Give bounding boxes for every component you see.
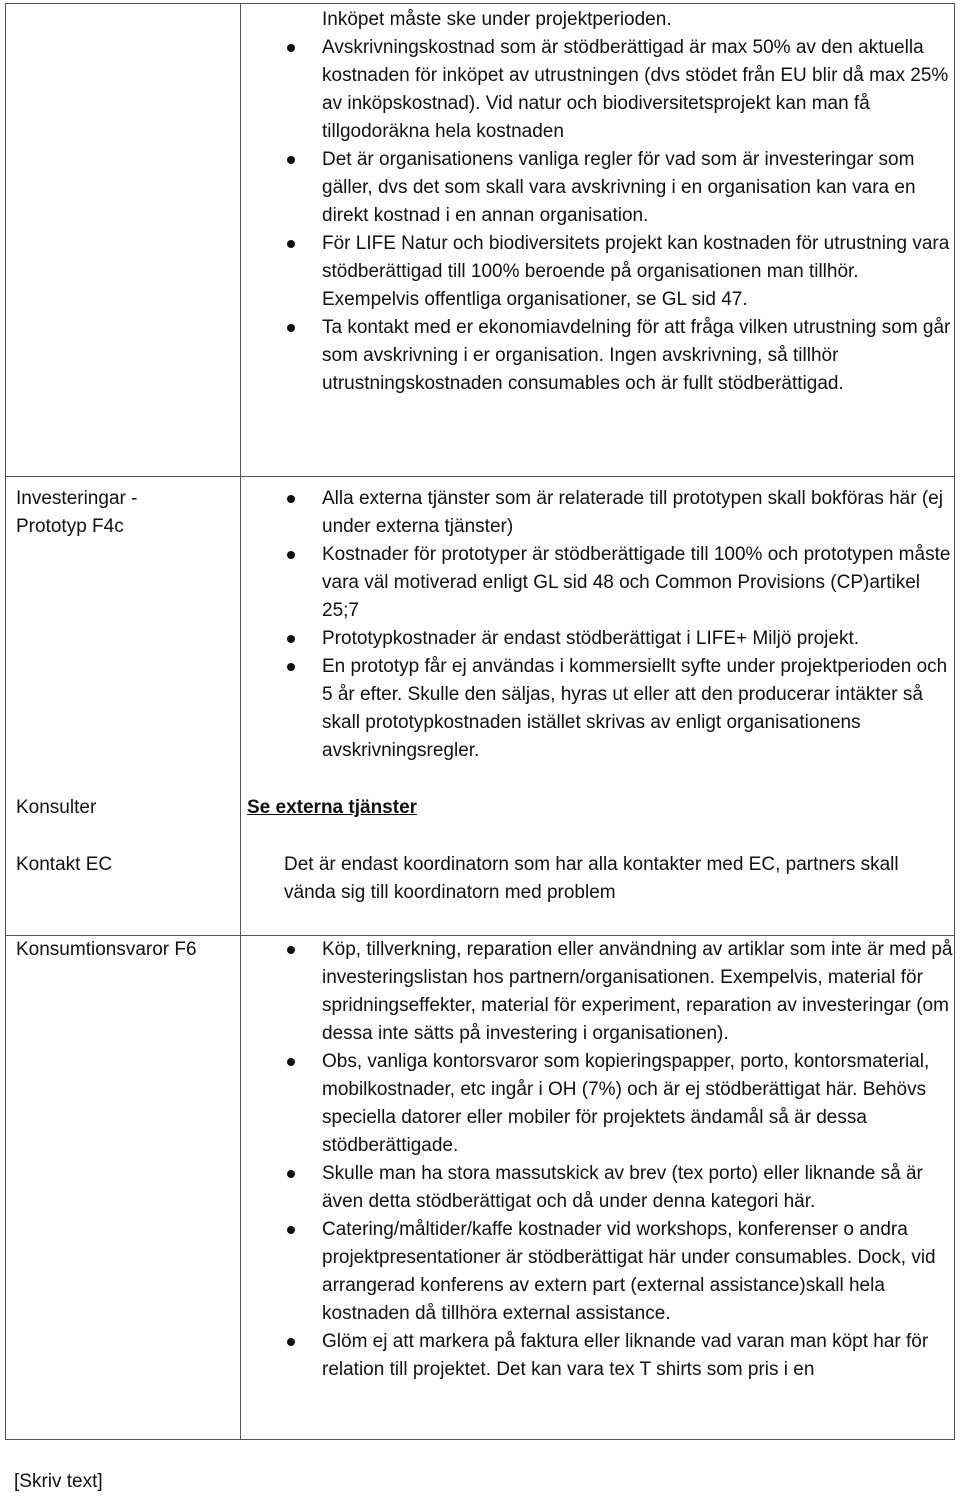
row-label-contact-ec: Kontakt EC — [16, 854, 113, 875]
list-item: Inköpet måste ske under projektperioden. — [322, 9, 672, 30]
row-divider — [6, 476, 954, 477]
equipment-rules-list — [322, 6, 954, 398]
cost-category-table — [5, 3, 955, 1440]
column-divider — [240, 4, 241, 1439]
row-label-consultants: Konsulter — [16, 797, 97, 818]
list-item: Glöm ej att markera på faktura eller liknande vad varan man köpt har för relation till projektet. Det kan vara tex T shirts som pris i en — [322, 1328, 954, 1384]
row-label-consumables: Konsumtionsvaror F6 — [16, 939, 197, 960]
see-external-services-link[interactable]: Se externa tjänster — [247, 797, 418, 818]
list-item: Skulle man ha stora massutskick av brev (tex porto) eller liknande så är även detta stödberättigat och då under denna kategori här. — [322, 1160, 954, 1216]
contact-ec-text: Det är endast koordinatorn som har alla kontakter med EC, partners skall vända sig till koordinatorn med problem — [284, 854, 899, 903]
list-item: Det är organisationens vanliga regler för vad som är investeringar som gäller, dvs det som skall vara avskrivning i en organisation kan vara en direkt kostnad i en annan organisation. — [322, 146, 954, 230]
list-item: Ta kontakt med er ekonomiavdelning för att fråga vilken utrustning som går som avskrivning i er organisation. Ingen avskrivning, så tillhör utrustningskostnaden consumables och är fullt stödberättigad. — [322, 314, 954, 398]
list-item: Alla externa tjänster som är relaterade till prototypen skall bokföras här (ej under externa tjänster) — [322, 485, 954, 541]
list-item: Prototypkostnader är endast stödberättigat i LIFE+ Miljö projekt. — [322, 625, 954, 653]
list-item: För LIFE Natur och biodiversitets projekt kan kostnaden för utrustning vara stödberättigad till 100% beroende på organisationen man tillhör. Exempelvis offentliga organisationer, se GL sid 47. — [322, 230, 954, 314]
list-item: Obs, vanliga kontorsvaror som kopieringspapper, porto, kontorsmaterial, mobilkostnader, etc ingår i OH (7%) och är ej stödberättigat här. Behövs speciella datorer eller mobiler för projektets ändamål så är dessa stödberättigade. — [322, 1048, 954, 1160]
list-item: Köp, tillverkning, reparation eller användning av artiklar som inte är med på investeringslistan hos partnern/organisationen. Exempelvis, material för spridningseffekter, material för experiment, reparation av investeringar (om dessa inte sätts på investering i organisationen). — [322, 936, 954, 1048]
page-footer: [Skriv text] — [14, 1471, 103, 1492]
row-label-prototype: Investeringar - Prototyp F4c — [16, 488, 138, 537]
list-item: Catering/måltider/kaffe kostnader vid workshops, konferenser o andra projektpresentationer är stödberättigat här under consumables. Dock, vid arrangerad konferens av extern part (external assistance)skall hela kostnaden då tillhöra external assistance. — [322, 1216, 954, 1328]
consumables-rules-list — [322, 936, 954, 1384]
list-item: Kostnader för prototyper är stödberättigade till 100% och prototypen måste vara väl motiverad enligt GL sid 48 och Common Provisions (CP)artikel 25;7 — [322, 541, 954, 625]
list-item: Avskrivningskostnad som är stödberättigad är max 50% av den aktuella kostnaden för inköpet av utrustningen (dvs stödet från EU blir då max 25% av inköpskostnad). Vid natur och biodiversitetsprojekt kan man få tillgodoräkna hela kostnaden — [322, 34, 954, 146]
prototype-rules-list — [322, 485, 954, 765]
list-item: En prototyp får ej användas i kommersiellt syfte under projektperioden och 5 år efter. Skulle den säljas, hyras ut eller att den producerar intäkter så skall prototypkostnaden istället skrivas av enligt organisationens avskrivningsregler. — [322, 653, 954, 765]
